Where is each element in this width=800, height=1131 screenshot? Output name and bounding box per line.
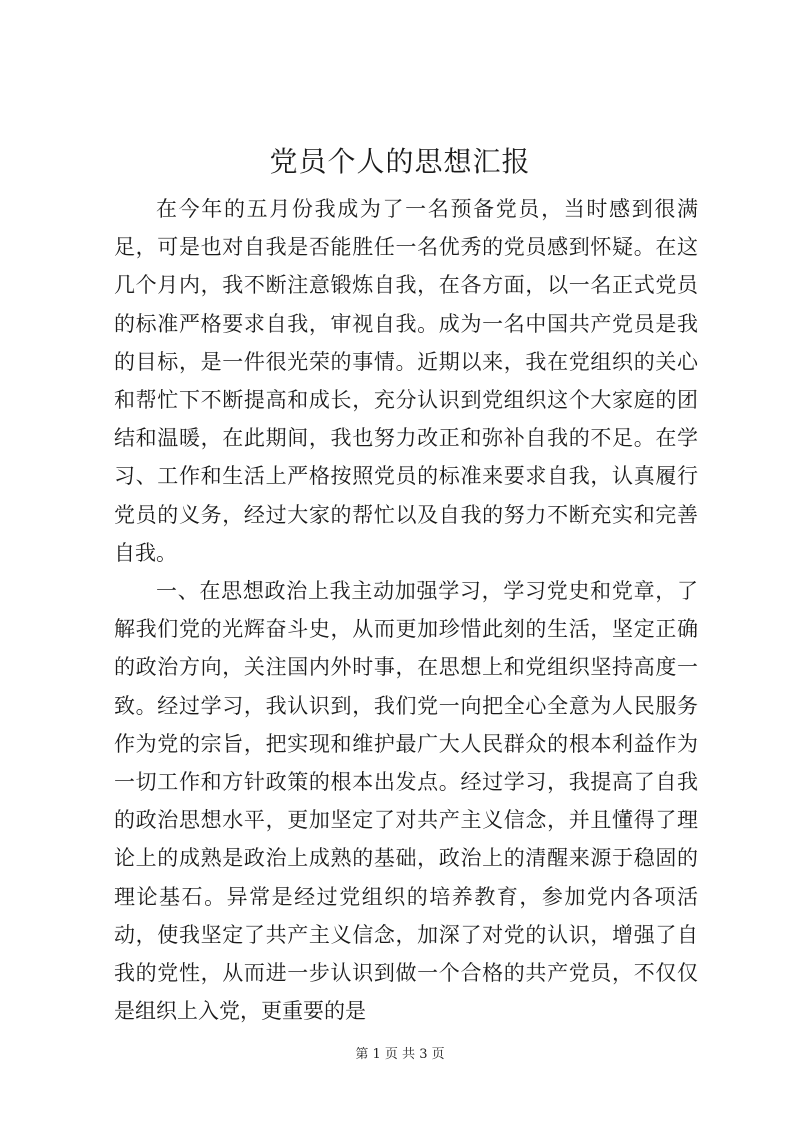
paragraph-section-1: 一、在思想政治上我主动加强学习，学习党史和党章，了解我们党的光辉奋斗史，从而更加珍惜此刻的生活，坚定正确的政治方向，关注国内外时事，在思想上和党组织坚持高度一致。经过学习，我认识到，我们党一向把全心全意为人民服务作为党的宗旨，把实现和维护最广大人民群众的根本利益作为一切工作和方针政策的根本出发点。经过学习，我提高了自我的政治思想水平，更加坚定了对共产主义信念，并且懂得了理论上的成熟是政治上成熟的基础，政治上的清醒来源于稳固的理论基石。异常是经过党组织的培养教育，参加党内各项活动，使我坚定了共产主义信念，加深了对党的认识，增强了自我的党性，从而进一步认识到做一个合格的共产党员，不仅仅是组织上入党，更重要的是 bbox=[114, 579, 698, 1024]
paragraph-intro: 在今年的五月份我成为了一名预备党员，当时感到很满足，可是也对自我是否能胜任一名优秀的党员感到怀疑。在这几个月内，我不断注意锻炼自我，在各方面，以一名正式党员的标准严格要求自我，审视自我。成为一名中国共产党员是我的目标，是一件很光荣的事情。近期以来，我在党组织的关心和帮忙下不断提高和成长，充分认识到党组织这个大家庭的团结和温暖，在此期间，我也努力改正和弥补自我的不足。在学习、工作和生活上严格按照党员的标准来要求自我，认真履行党员的义务，经过大家的帮忙以及自我的努力不断充实和完善自我。 bbox=[114, 197, 698, 565]
document-body bbox=[114, 190, 698, 1030]
document-title: 党员个人的思想汇报 bbox=[269, 145, 531, 178]
page-number-footer: 第 1 页 共 3 页 bbox=[355, 1047, 445, 1062]
